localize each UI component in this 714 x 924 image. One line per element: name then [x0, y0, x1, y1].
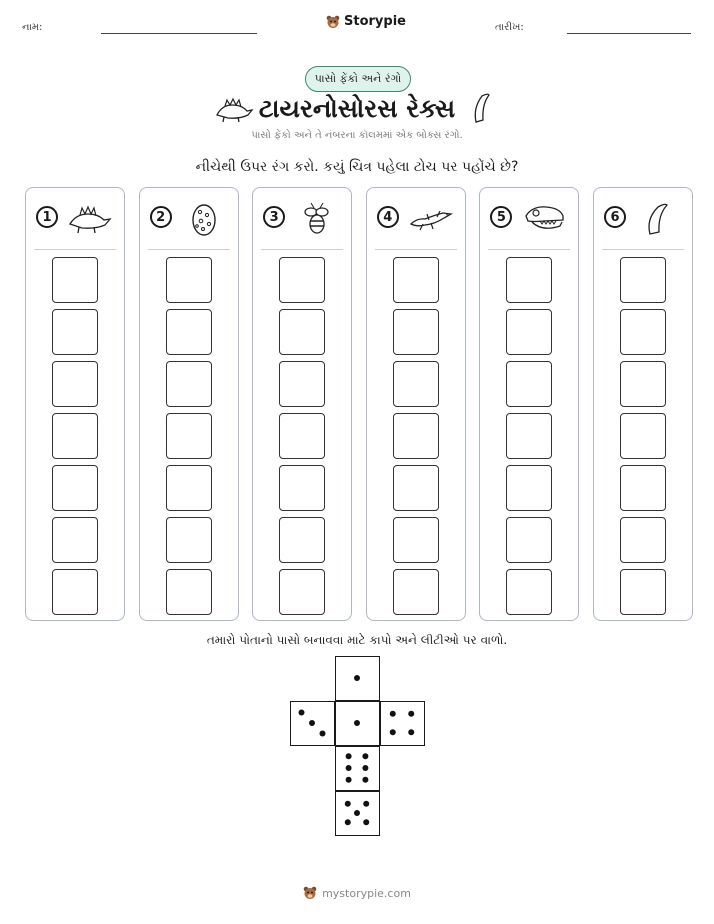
- brand-logo: [326, 14, 406, 29]
- page-title: ટાયરનોસોરસ રેક્સ: [258, 94, 456, 123]
- die-pips: [291, 702, 333, 744]
- color-box[interactable]: [393, 569, 439, 615]
- die-face-bottom: [335, 791, 380, 836]
- column-divider: [602, 249, 684, 250]
- color-box[interactable]: [279, 257, 325, 303]
- date-line[interactable]: [567, 33, 691, 34]
- question-text: નીચેથી ઉપર રંગ કરો. કયું ચિત્ર પહેલા ટોચ પર પહોંચે છે?: [195, 159, 519, 175]
- die-face-right: [380, 701, 425, 746]
- column-3: [252, 187, 352, 621]
- box-stack: [279, 257, 325, 621]
- color-box[interactable]: [279, 309, 325, 355]
- column-number: 1: [36, 206, 58, 228]
- color-box[interactable]: [52, 465, 98, 511]
- color-box[interactable]: [393, 517, 439, 563]
- die-pip: [320, 731, 326, 737]
- die-pip: [362, 753, 368, 759]
- box-stack: [393, 257, 439, 621]
- die-face-lower: [335, 746, 380, 791]
- column-divider: [34, 249, 116, 250]
- color-box[interactable]: [506, 517, 552, 563]
- column-6: [593, 187, 693, 621]
- color-box[interactable]: [620, 569, 666, 615]
- name-line[interactable]: [101, 33, 257, 34]
- color-box[interactable]: [620, 413, 666, 459]
- color-box[interactable]: [393, 257, 439, 303]
- die-pip: [345, 801, 351, 807]
- box-stack: [620, 257, 666, 621]
- die-pip: [363, 801, 369, 807]
- column-divider: [488, 249, 570, 250]
- color-box[interactable]: [620, 361, 666, 407]
- die-pip: [309, 720, 315, 726]
- color-box[interactable]: [506, 569, 552, 615]
- color-box[interactable]: [393, 309, 439, 355]
- box-stack: [166, 257, 212, 621]
- die-face-left: [290, 701, 335, 746]
- color-box[interactable]: [52, 361, 98, 407]
- column-number: 5: [490, 206, 512, 228]
- color-box[interactable]: [166, 517, 212, 563]
- color-box[interactable]: [393, 361, 439, 407]
- color-box[interactable]: [620, 517, 666, 563]
- brand-name: Storypie: [344, 14, 406, 29]
- dino-egg-icon: [182, 202, 226, 236]
- die-face-center: [335, 701, 380, 746]
- die-pips: [336, 657, 378, 699]
- bee-icon: [295, 202, 339, 236]
- color-box[interactable]: [506, 257, 552, 303]
- color-box[interactable]: [279, 361, 325, 407]
- die-pip: [345, 819, 351, 825]
- column-number: 4: [377, 206, 399, 228]
- activity-badge: પાસો ફેંકો અને રંગો: [305, 66, 411, 92]
- column-5: [479, 187, 579, 621]
- die-pip: [299, 710, 305, 716]
- cutout-instruction: તમારો પોતાનો પાસો બનાવવા માટે કાપો અને લીટીઓ પર વાળો.: [206, 633, 508, 647]
- tooth-icon: [470, 92, 492, 124]
- die-pip: [408, 711, 414, 717]
- die-pip: [354, 810, 360, 816]
- column-2: [139, 187, 239, 621]
- stegosaurus-icon: [68, 202, 112, 236]
- color-box[interactable]: [279, 465, 325, 511]
- die-pip: [354, 675, 360, 681]
- color-box[interactable]: [52, 257, 98, 303]
- color-box[interactable]: [166, 361, 212, 407]
- bear-logo-icon: [303, 886, 317, 900]
- column-divider: [261, 249, 343, 250]
- box-stack: [52, 257, 98, 621]
- color-box[interactable]: [620, 257, 666, 303]
- die-pip: [408, 729, 414, 735]
- color-box[interactable]: [506, 361, 552, 407]
- die-pip: [362, 765, 368, 771]
- lizard-icon: [409, 202, 453, 236]
- die-pip: [346, 777, 352, 783]
- color-box[interactable]: [52, 309, 98, 355]
- color-box[interactable]: [506, 309, 552, 355]
- date-label: તારીખ:: [495, 22, 524, 33]
- die-pip: [346, 765, 352, 771]
- bear-logo-icon: [326, 15, 340, 29]
- color-box[interactable]: [166, 257, 212, 303]
- column-number: 6: [604, 206, 626, 228]
- color-box[interactable]: [166, 413, 212, 459]
- column-1: [25, 187, 125, 621]
- die-pips: [381, 702, 423, 744]
- color-box[interactable]: [393, 465, 439, 511]
- box-stack: [506, 257, 552, 621]
- color-box[interactable]: [393, 413, 439, 459]
- color-box[interactable]: [620, 465, 666, 511]
- die-pips: [336, 747, 378, 789]
- die-pip: [363, 819, 369, 825]
- name-label: નામ:: [22, 22, 43, 33]
- color-box[interactable]: [52, 569, 98, 615]
- die-pip: [354, 720, 360, 726]
- column-number: 3: [263, 206, 285, 228]
- page-subtitle: પાસો ફેંકો અને તે નંબરના કૉલમમાં એક બોક્સ રંગો.: [251, 130, 463, 141]
- color-box[interactable]: [166, 309, 212, 355]
- color-box[interactable]: [279, 569, 325, 615]
- color-box[interactable]: [506, 413, 552, 459]
- column-divider: [375, 249, 457, 250]
- columns-container: [25, 187, 693, 623]
- color-box[interactable]: [52, 413, 98, 459]
- die-pip: [390, 729, 396, 735]
- color-box[interactable]: [279, 517, 325, 563]
- t-rex-skull-icon: [522, 202, 566, 236]
- column-divider: [148, 249, 230, 250]
- die-pips: [336, 792, 378, 834]
- column-number: 2: [150, 206, 172, 228]
- color-box[interactable]: [166, 465, 212, 511]
- column-4: [366, 187, 466, 621]
- color-box[interactable]: [279, 413, 325, 459]
- die-pips: [336, 702, 378, 744]
- footer-site[interactable]: mystorypie.com: [322, 886, 411, 900]
- die-face-top: [335, 656, 380, 701]
- footer: [0, 886, 714, 900]
- color-box[interactable]: [506, 465, 552, 511]
- die-pip: [346, 753, 352, 759]
- die-pip: [390, 711, 396, 717]
- die-pip: [362, 777, 368, 783]
- color-box[interactable]: [166, 569, 212, 615]
- tooth-icon: [636, 202, 680, 236]
- color-box[interactable]: [620, 309, 666, 355]
- color-box[interactable]: [52, 517, 98, 563]
